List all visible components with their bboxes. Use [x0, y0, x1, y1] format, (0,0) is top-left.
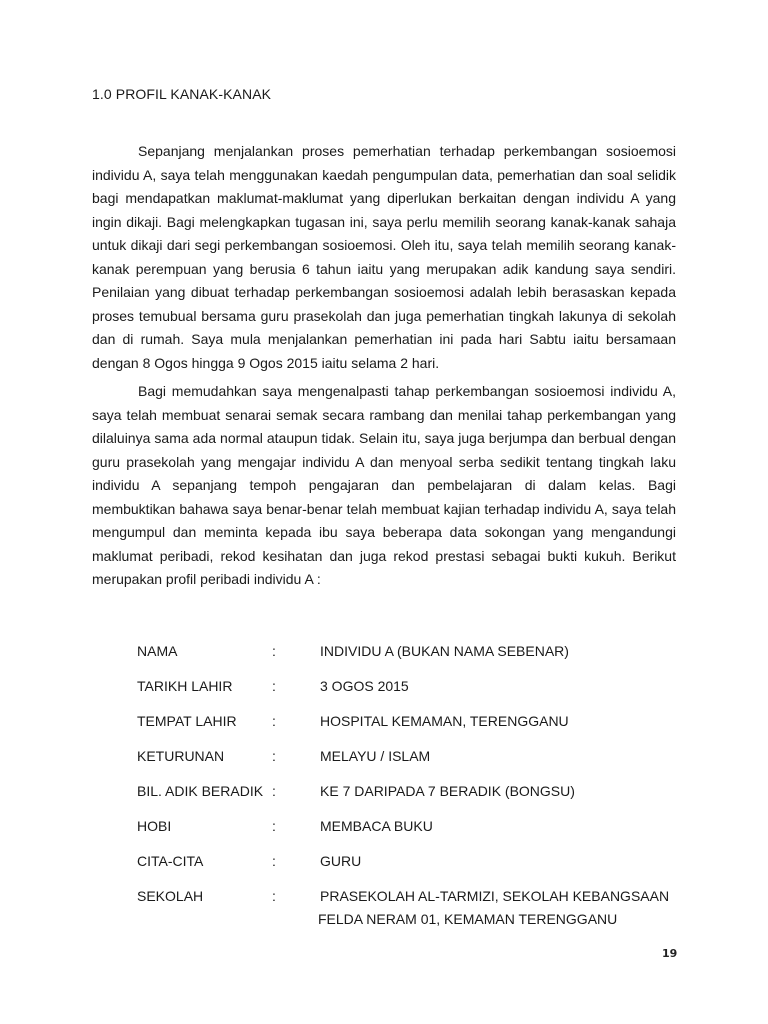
profile-label: BIL. ADIK BERADIK: [137, 783, 264, 799]
paragraph-2: Bagi memudahkan saya mengenalpasti tahap perkembangan sosioemosi individu A, saya telah membuat senarai semak secara rambang dan menilai tahap perkembangan yang dilaluinya sama ada normal ataupun tidak. Selain itu, saya juga berjumpa dan berbual dengan guru prasekolah yang mengajar individu A dan menyoal serba sedikit tentang tingkah laku individu A sepanjang tempoh pengajaran dan pembelajaran di dalam kelas. Bagi membuktikan bahawa saya benar-benar telah membuat kajian terhadap individu A, saya telah mengumpul dan meminta kepada ibu saya beberapa data sokongan yang mengandungi maklumat peribadi, rekod kesihatan dan juga rekod prestasi sebagai bukti kukuh. Berikut merupakan profil peribadi individu A :: [92, 383, 676, 587]
profile-value-line-2: FELDA NERAM 01, KEMAMAN TERENGGANU: [318, 911, 618, 927]
profile-colon: :: [272, 643, 276, 659]
profile-label: NAMA: [137, 643, 178, 659]
profile-value: HOSPITAL KEMAMAN, TERENGGANU: [320, 713, 569, 729]
profile-label: TARIKH LAHIR: [137, 678, 233, 694]
profile-colon: :: [272, 888, 276, 904]
profile-label: KETURUNAN: [137, 748, 225, 764]
profile-row-tempat-lahir: [137, 710, 697, 745]
profile-label: TEMPAT LAHIR: [137, 713, 237, 729]
profile-colon: :: [272, 853, 276, 869]
profile-label: HOBI: [137, 818, 172, 834]
profile-value-multiline: [320, 885, 700, 931]
profile-value: KE 7 DARIPADA 7 BERADIK (BONGSU): [320, 783, 575, 799]
profile-row-sekolah: [137, 885, 697, 927]
profile-value: MELAYU / ISLAM: [320, 748, 431, 764]
profile-colon: :: [272, 713, 276, 729]
profile-colon: :: [272, 783, 276, 799]
profile-colon: :: [272, 818, 276, 834]
profile-row-cita-cita: [137, 850, 697, 885]
profile-table: [137, 640, 697, 927]
profile-colon: :: [272, 748, 276, 764]
profile-label: SEKOLAH: [137, 888, 204, 904]
page-number: 19: [662, 947, 678, 960]
profile-row-hobi: [137, 815, 697, 850]
profile-value: 3 OGOS 2015: [320, 678, 409, 694]
paragraph-1: Sepanjang menjalankan proses pemerhatian terhadap perkembangan sosioemosi individu A, saya telah menggunakan kaedah pengumpulan data, pemerhatian dan soal selidik bagi mendapatkan maklumat-maklumat yang diperlukan berkaitan dengan individu A yang ingin dikaji. Bagi melengkapkan tugasan ini, saya perlu memilih seorang kanak-kanak sahaja untuk dikaji dari segi perkembangan sosioemosi. Oleh itu, saya telah memilih seorang kanak-kanak perempuan yang berusia 6 tahun iaitu yang merupakan adik kandung saya sendiri. Penilaian yang dibuat terhadap perkembangan sosioemosi adalah lebih berasaskan kepada proses temubual bersama guru prasekolah dan juga pemerhatian tingkah lakunya di sekolah dan di rumah. Saya mula menjalankan pemerhatian ini pada hari Sabtu iaitu bersamaan dengan 8 Ogos hingga 9 Ogos 2015 iaitu selama 2 hari.: [92, 143, 676, 371]
section-title: 1.0 PROFIL KANAK-KANAK: [92, 86, 272, 102]
profile-label: CITA-CITA: [137, 853, 204, 869]
profile-row-tarikh-lahir: [137, 675, 697, 710]
profile-value-line-1: PRASEKOLAH AL-TARMIZI, SEKOLAH KEBANGSAAN: [320, 888, 670, 904]
profile-colon: :: [272, 678, 276, 694]
profile-row-nama: [137, 640, 697, 675]
profile-value: INDIVIDU A (BUKAN NAMA SEBENAR): [320, 643, 569, 659]
profile-value: GURU: [320, 853, 362, 869]
profile-row-keturunan: [137, 745, 697, 780]
profile-value: MEMBACA BUKU: [320, 818, 433, 834]
profile-row-bil-adik-beradik: [137, 780, 697, 815]
